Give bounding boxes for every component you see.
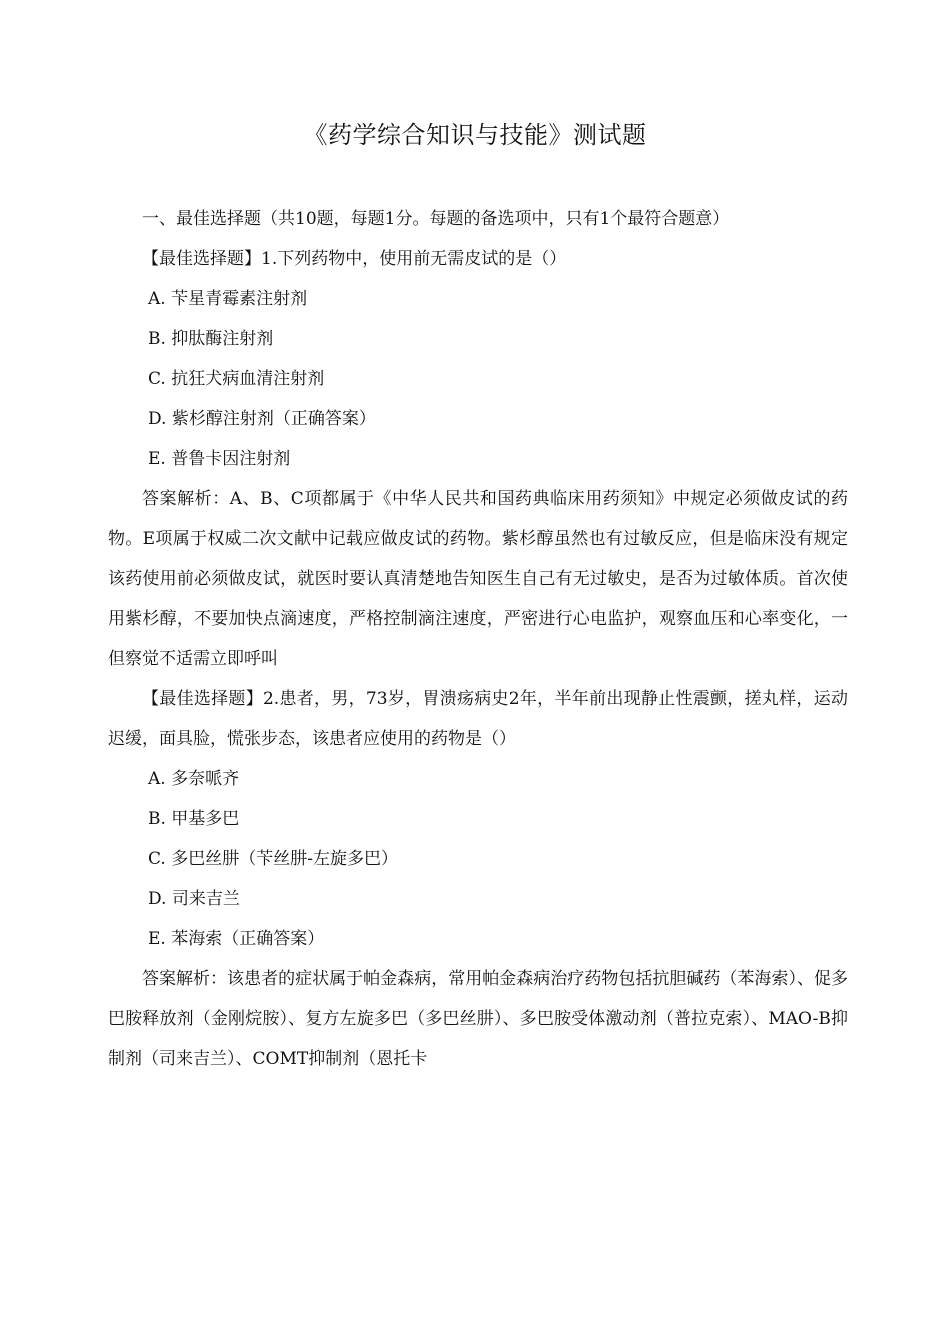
question-1-option-c: C. 抗狂犬病血清注射剂 bbox=[148, 369, 325, 389]
question-1-option-d: D. 紫杉醇注射剂（正确答案） bbox=[148, 409, 376, 429]
question-1-option-e: E. 普鲁卡因注射剂 bbox=[148, 449, 291, 469]
question-2-option-d: D. 司来吉兰 bbox=[148, 889, 240, 909]
question-2-option-b: B. 甲基多巴 bbox=[148, 809, 240, 829]
section-heading: 一、最佳选择题（共10题，每题1分。每题的备选项中，只有1个最符合题意） bbox=[142, 209, 730, 229]
question-stem-2: 【最佳选择题】2.患者，男，73岁，胃溃疡病史2年，半年前出现静止性震颤，搓丸样，运动迟缓，面具脸，慌张步态，该患者应使用的药物是（） bbox=[108, 689, 848, 749]
question-2-option-a: A. 多奈哌齐 bbox=[148, 769, 240, 789]
question-1-analysis: 答案解析：A、B、C项都属于《中华人民共和国药典临床用药须知》中规定必须做皮试的药物。E项属于权威二次文献中记载应做皮试的药物。紫杉醇虽然也有过敏反应，但是临床没有规定该药使用前必须做皮试，就医时要认真清楚地告知医生自己有无过敏史，是否为过敏体质。首次使用紫杉醇，不要加快点滴速度，严格控制滴注速度，严密进行心电监护，观察血压和心率变化，一但察觉不适需立即呼叫 bbox=[108, 489, 848, 669]
question-1-option-a: A. 苄星青霉素注射剂 bbox=[148, 289, 308, 309]
question-stem-1: 【最佳选择题】1.下列药物中，使用前无需皮试的是（） bbox=[142, 249, 567, 269]
question-2-analysis: 答案解析：该患者的症状属于帕金森病，常用帕金森病治疗药物包括抗胆碱药（苯海索）、促多巴胺释放剂（金刚烷胺）、复方左旋多巴（多巴丝肼）、多巴胺受体激动剂（普拉克索）、MAO-B抑制剂（司来吉兰）、COMT抑制剂（恩托卡 bbox=[108, 969, 848, 1069]
question-1-option-b: B. 抑肽酶注射剂 bbox=[148, 329, 274, 349]
document-title: 《药学综合知识与技能》测试题 bbox=[303, 121, 647, 149]
document-body bbox=[108, 199, 848, 1079]
question-2-option-c: C. 多巴丝肼（苄丝肼-左旋多巴） bbox=[148, 849, 398, 869]
question-2-option-e: E. 苯海索（正确答案） bbox=[148, 929, 325, 949]
